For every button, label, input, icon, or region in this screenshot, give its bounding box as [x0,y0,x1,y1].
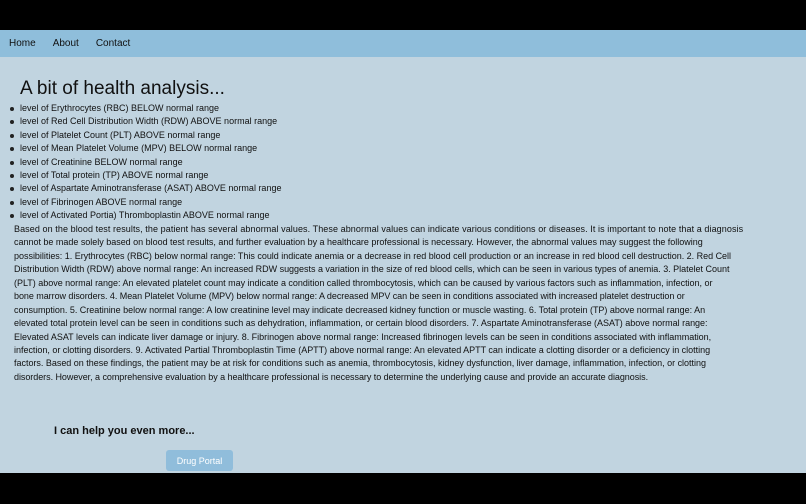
analysis-line: disorders. However, a comprehensive evaluation by a healthcare professional is necessary to determine the underlying cause and provide an accurate diagnosis. [14,371,649,382]
finding-item: level of Fibrinogen ABOVE normal range [20,196,281,209]
more-heading: I can help you even more... [54,425,195,437]
finding-item: level of Activated Portia) Thromboplastin ABOVE normal range [20,209,281,222]
finding-item: level of Mean Platelet Volume (MPV) BELOW normal range [20,142,281,155]
analysis-line: infection, or clotting disorders. 9. Activated Partial Thromboplastin Time (APTT) above normal range: An elevated APTT can indicate a clotting disorder or a deficiency in clotting [14,344,711,355]
top-nav [0,30,806,57]
nav-contact[interactable]: Contact [95,38,131,49]
finding-item: level of Red Cell Distribution Width (RDW) ABOVE normal range [20,115,281,128]
finding-item: level of Creatinine BELOW normal range [20,156,281,169]
analysis-line: cannot be made solely based on blood test results, and further evaluation by a healthcare professional is necessary. However, the abnormal values may suggest the following [14,237,703,248]
drug-portal-button[interactable]: Drug Portal [166,450,233,471]
finding-item: level of Platelet Count (PLT) ABOVE normal range [20,129,281,142]
page [0,30,806,473]
finding-item: level of Total protein (TP) ABOVE normal range [20,169,281,182]
analysis-line: Based on the blood test results, the patient has several abnormal values. These abnormal values can indicate various conditions or diseases. It is important to note that a diagnosis [14,224,744,234]
analysis-line: (PLT) above normal range: An elevated platelet count may indicate a condition called thrombocytosis, which can be caused by various factors such as inflammation, infection, or [14,277,713,288]
nav-home[interactable]: Home [9,38,36,49]
findings-list [20,102,281,223]
analysis-line: possibilities: 1. Erythrocytes (RBC) below normal range: This could indicate anemia or a decrease in red blood cell production or an increase in red blood cell destruction. 2. Red Cell [14,250,732,261]
analysis-paragraph [14,223,743,384]
analysis-line: Elevated ASAT levels can indicate liver damage or injury. 8. Fibrinogen above normal range: Increased fibrinogen levels can be seen in conditions associated with inflammation, [14,331,712,342]
analysis-line: Distribution Width (RDW) above normal range: An increased RDW suggests a variation in the size of red blood cells, which can be seen in various types of anemia. 3. Platelet Count [14,264,730,275]
finding-item: level of Erythrocytes (RBC) BELOW normal range [20,102,281,115]
page-title: A bit of health analysis... [20,78,225,99]
finding-item: level of Aspartate Aminotransferase (ASAT) ABOVE normal range [20,182,281,195]
analysis-line: factors. Based on these findings, the patient may be at risk for conditions such as anemia, thrombocytosis, kidney dysfunction, liver damage, inflammation, infection, or clotting [14,358,706,369]
analysis-line: consumption. 5. Creatinine below normal range: A low creatinine level may indicate decreased kidney function or muscle wasting. 6. Total protein (TP) above normal range: An [14,304,706,315]
nav-about[interactable]: About [52,38,79,49]
analysis-line: bone marrow disorders. 4. Mean Platelet Volume (MPV) below normal range: A decreased MPV can be seen in conditions associated with increased platelet destruction or [14,291,685,302]
analysis-line: elevated total protein level can be seen in conditions such as dehydration, inflammation, or certain blood disorders. 7. Aspartate Aminotransferase (ASAT) above normal range: [14,318,708,329]
